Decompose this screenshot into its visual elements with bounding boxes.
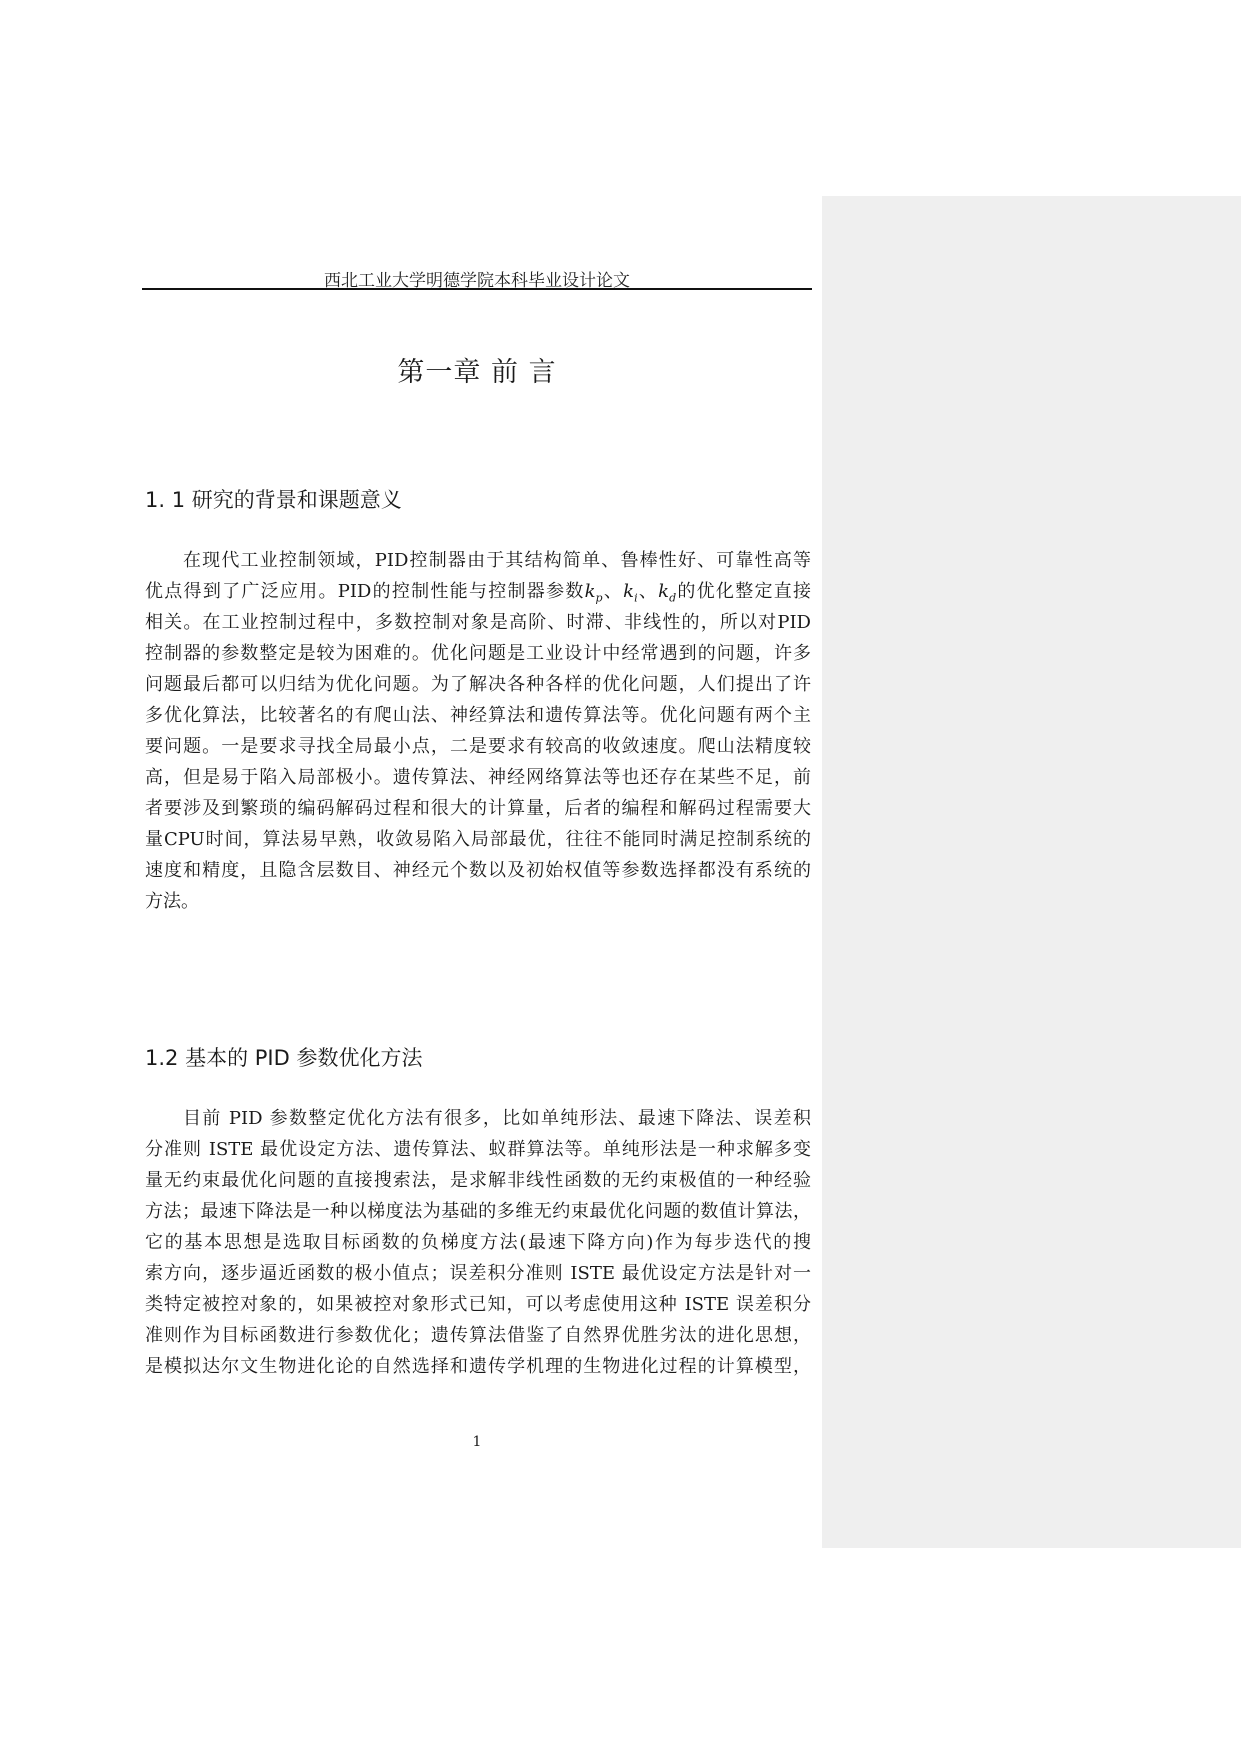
paragraph-line: 索方向，逐步逼近函数的极小值点；误差积分准则 ISTE 最优设定方法是针对一 xyxy=(145,1263,811,1284)
paragraph-line-text: 优点得到了广泛应用。PID的控制性能与控制器参数 xyxy=(145,581,585,602)
paragraph-line: 类特定被控对象的，如果被控对象形式已知，可以考虑使用这种 ISTE 误差积分 xyxy=(145,1294,811,1315)
paragraph-line: 速度和精度，且隐含层数目、神经元个数以及初始权值等参数选择都没有系统的 xyxy=(145,860,811,881)
paragraph-line: 方法。 xyxy=(145,891,199,912)
section-heading-1-1: 1. 1 研究的背景和课题意义 xyxy=(145,488,402,512)
header-rule xyxy=(142,288,812,290)
paragraph-line: 者要涉及到繁琐的编码解码过程和很大的计算量，后者的编程和解码过程需要大 xyxy=(145,798,811,819)
paragraph-line: 多优化算法，比较著名的有爬山法、神经算法和遗传算法等。优化问题有两个主 xyxy=(145,705,811,726)
comment-pane xyxy=(822,196,1241,1548)
paragraph-line: 是模拟达尔文生物进化论的自然选择和遗传学机理的生物进化过程的计算模型， xyxy=(145,1356,811,1377)
param-separator: 、 xyxy=(602,581,624,602)
paragraph-line: 量CPU时间，算法易早熟，收敛易陷入局部最优，往往不能同时满足控制系统的 xyxy=(145,829,811,850)
running-header: 西北工业大学明德学院本科毕业设计论文 xyxy=(324,271,630,291)
chapter-title: 第一章 前 言 xyxy=(397,357,557,388)
paragraph-1-2 xyxy=(145,1103,811,1382)
paragraph-line: 要问题。一是要求寻找全局最小点，二是要求有较高的收敛速度。爬山法精度较 xyxy=(145,736,811,757)
param-kd: $k_d$ xyxy=(658,581,677,605)
paragraph-line: 分准则 ISTE 最优设定方法、遗传算法、蚁群算法等。单纯形法是一种求解多变 xyxy=(145,1139,811,1160)
paragraph-line: 准则作为目标函数进行参数优化；遗传算法借鉴了自然界优胜劣汰的进化思想， xyxy=(145,1325,811,1346)
param-separator: 、 xyxy=(637,581,659,602)
paragraph-line: 目前 PID 参数整定优化方法有很多，比如单纯形法、最速下降法、误差积 xyxy=(183,1108,811,1129)
paragraph-line: 控制器的参数整定是较为困难的。优化问题是工业设计中经常遇到的问题，许多 xyxy=(145,643,811,664)
paragraph-line: 高，但是易于陷入局部极小。遗传算法、神经网络算法等也还存在某些不足，前 xyxy=(145,767,811,788)
paragraph-line: 在现代工业控制领域，PID控制器由于其结构简单、鲁棒性好、可靠性高等 xyxy=(183,550,811,571)
paragraph-line-text: 的优化整定直接 xyxy=(676,581,811,602)
page-number: 1 xyxy=(472,1434,482,1450)
paragraph-line: 量无约束最优化问题的直接搜索法，是求解非线性函数的无约束极值的一种经验 xyxy=(145,1170,811,1191)
paragraph-line: 相关。在工业控制过程中，多数控制对象是高阶、时滞、非线性的，所以对PID xyxy=(145,612,811,633)
paragraph-1-1 xyxy=(145,545,811,917)
param-kp: $k_p$ xyxy=(584,581,603,605)
paragraph-line: 方法；最速下降法是一种以梯度法为基础的多维无约束最优化问题的数值计算法， xyxy=(145,1201,811,1222)
param-ki: $k_i$ xyxy=(623,581,638,605)
paragraph-line: 它的基本思想是选取目标函数的负梯度方法(最速下降方向)作为每步迭代的搜 xyxy=(145,1232,811,1253)
section-heading-1-2: 1.2 基本的 PID 参数优化方法 xyxy=(145,1046,423,1070)
paragraph-line-with-params xyxy=(145,576,811,607)
paragraph-line: 问题最后都可以归结为优化问题。为了解决各种各样的优化问题，人们提出了许 xyxy=(145,674,811,695)
